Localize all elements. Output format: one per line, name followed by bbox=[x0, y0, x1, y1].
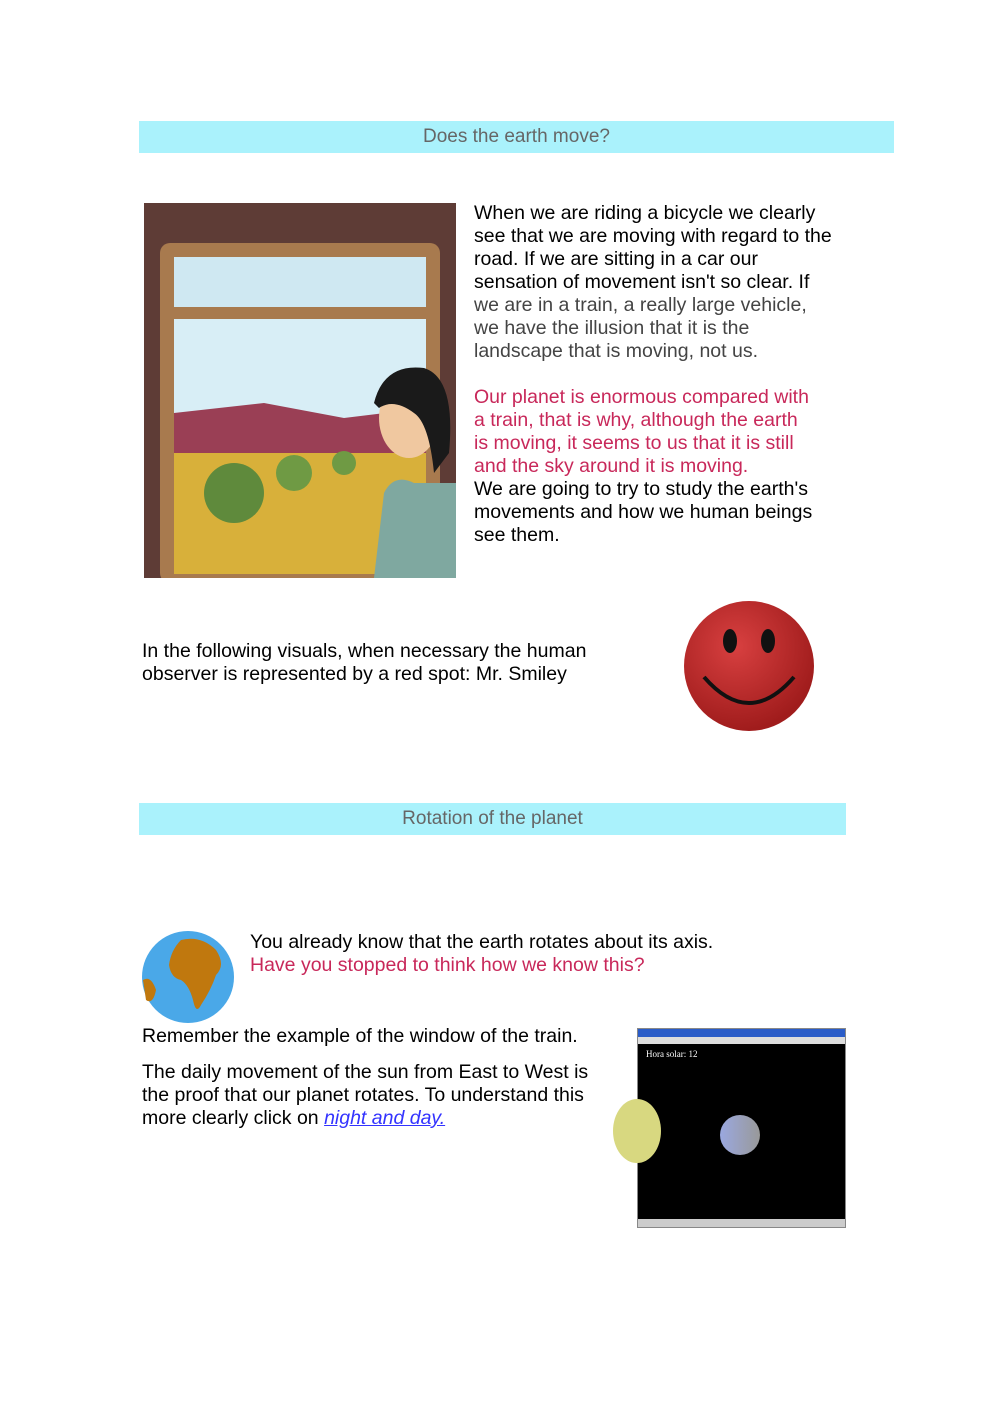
highlight-line: Our planet is enormous compared with bbox=[474, 386, 809, 408]
text: more clearly click on bbox=[142, 1107, 325, 1129]
app-toolbar bbox=[638, 1037, 845, 1044]
section-title-rotation: Rotation of the planet bbox=[139, 803, 846, 835]
solar-time-label: Hora solar: 12 bbox=[646, 1049, 698, 1059]
text-line: In the following visuals, when necessary the human bbox=[142, 640, 587, 662]
globe-icon bbox=[141, 930, 235, 1024]
night-and-day-link[interactable]: night and day. bbox=[324, 1107, 446, 1129]
text-line: we have the illusion that it is the bbox=[474, 317, 750, 339]
rotation-body bbox=[142, 1025, 588, 1130]
app-controls[interactable] bbox=[638, 1219, 845, 1227]
rotation-intro bbox=[250, 931, 713, 977]
highlight-line: a train, that is why, although the earth bbox=[474, 409, 798, 431]
text-line: we are in a train, a really large vehicle, bbox=[474, 294, 807, 316]
section-title-earth-move: Does the earth move? bbox=[139, 121, 894, 153]
highlight-line: and the sky around it is moving. bbox=[474, 455, 749, 477]
sun bbox=[613, 1099, 661, 1163]
text-line: You already know that the earth rotates about its axis. bbox=[250, 931, 714, 953]
text-line bbox=[142, 1107, 588, 1130]
text-line: Remember the example of the window of the train. bbox=[142, 1025, 578, 1047]
text-line: We are going to try to study the earth's bbox=[474, 478, 808, 500]
observer-paragraph bbox=[142, 640, 586, 686]
text-line: see them. bbox=[474, 524, 560, 546]
intro-paragraph bbox=[474, 202, 832, 547]
text-line: sensation of movement isn't so clear. If bbox=[474, 271, 810, 293]
text-line: The daily movement of the sun from East to West is bbox=[142, 1061, 589, 1083]
earth bbox=[720, 1115, 760, 1155]
highlight-line: is moving, it seems to us that it is still bbox=[474, 432, 794, 454]
question-line: Have you stopped to think how we know this? bbox=[250, 954, 645, 976]
app-titlebar bbox=[638, 1029, 845, 1037]
simulation-screenshot bbox=[637, 1028, 846, 1228]
text-line: road. If we are sitting in a car our bbox=[474, 248, 758, 270]
text-line: movements and how we human beings bbox=[474, 501, 813, 523]
text-line: landscape that is moving, not us. bbox=[474, 340, 758, 362]
text-line: see that we are moving with regard to the bbox=[474, 225, 832, 247]
text-line: When we are riding a bicycle we clearly bbox=[474, 202, 816, 224]
text-line: the proof that our planet rotates. To understand this bbox=[142, 1084, 584, 1106]
text-line: observer is represented by a red spot: Mr. Smiley bbox=[142, 663, 567, 685]
smiley-icon bbox=[682, 599, 816, 733]
train-window-illustration bbox=[144, 203, 456, 578]
